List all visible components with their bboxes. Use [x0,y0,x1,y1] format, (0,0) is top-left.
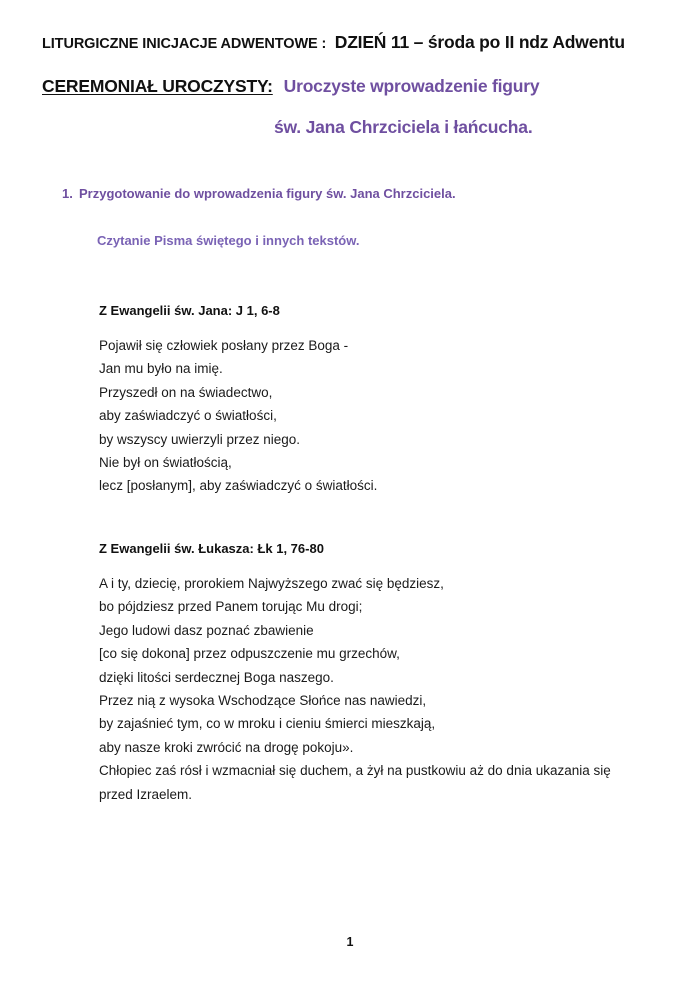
section-heading-text: Przygotowanie do wprowadzenia figury św. Jana Chrzciciela. [79,186,456,201]
verse-line: Chłopiec zaś rósł i wzmacniał się duchem, a żył na pustkowiu aż do dnia ukazania się [99,763,611,779]
page-number: 1 [346,935,354,949]
ceremonial-label: CEREMONIAŁ UROCZYSTY: [42,76,273,96]
verse-line: A i ty, dziecię, prorokiem Najwyższego zwać się będziesz, [99,576,444,591]
ceremony-title-part2: św. Jana Chrzciciela i łańcucha. [274,117,533,137]
reading2-reference: Z Ewangelii św. Łukasza: Łk 1, 76-80 [99,541,324,556]
reading1-text [99,334,669,498]
reading1-reference: Z Ewangelii św. Jana: J 1, 6-8 [99,303,280,318]
verse-line: by zajaśnieć tym, co w mroku i cieniu śmierci mieszkają, [99,716,436,732]
verse-line: lecz [posłanym], aby zaświadczyć o światłości. [99,478,378,494]
section-subheading: Czytanie Pisma świętego i innych tekstów. [97,233,360,248]
verse-line: Pojawił się człowiek posłany przez Boga - [99,338,349,353]
verse-line: Przez nią z wysoka Wschodzące Słońce nas nawiedzi, [99,693,427,709]
verse-line: dzięki litości serdecznej Boga naszego. [99,669,334,685]
section-heading [62,186,456,201]
verse-line: bo pójdziesz przed Panem torując Mu drogi; [99,599,363,615]
ceremony-title-part1: Uroczyste wprowadzenie figury [283,76,540,96]
verse-line: Nie był on światłością, [99,455,232,471]
reading2-text [99,572,669,806]
section-number: 1. [62,186,73,201]
verse-line: aby nasze kroki zwrócić na drogę pokoju». [99,739,354,755]
document-header-line [42,32,625,53]
verse-line: by wszyscy uwierzyli przez niego. [99,431,301,447]
verse-line: Przyszedł on na świadectwo, [99,384,273,400]
ceremonial-title-line [42,76,539,97]
verse-line: Jego ludowi dasz poznać zbawienie [99,622,314,638]
verse-line: przed Izraelem. [99,786,193,802]
verse-line: aby zaświadczyć o światłości, [99,408,277,424]
header-day-title: DZIEŃ 11 – środa po II ndz Adwentu [334,32,625,52]
verse-line: [co się dokona] przez odpuszczenie mu grzechów, [99,646,400,662]
header-program-title: LITURGICZNE INICJACJE ADWENTOWE : [42,36,327,52]
verse-line: Jan mu było na imię. [99,361,223,377]
